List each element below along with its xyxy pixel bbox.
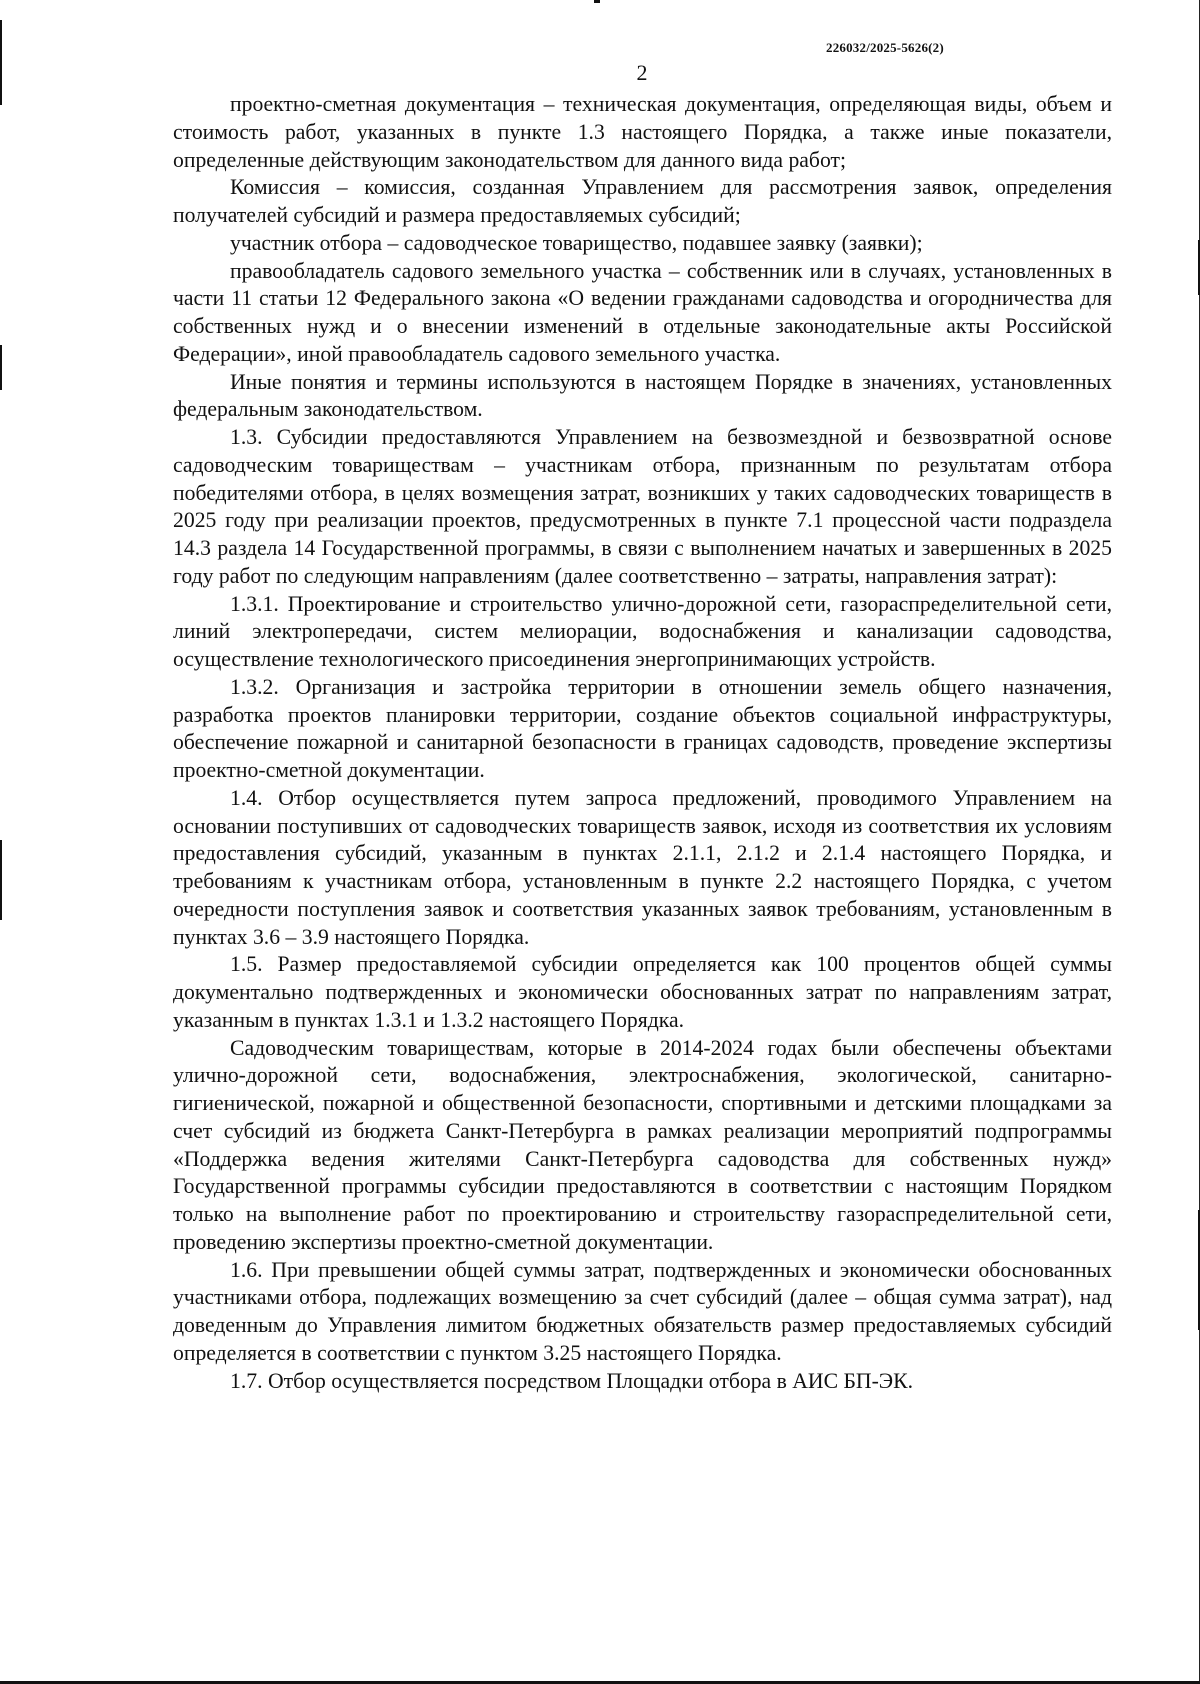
- paragraph-1-3: 1.3. Субсидии предоставляются Управлением на безвозмездной и безвозвратной основе садоводческим товариществам – участникам отбора, признанным по результатам отбора победителями отбора, в целях возмещения затрат, возникших у таких садоводческих товариществ в 2025 году при реализации проектов, предусмотренных в пункте 7.1 процессной части подраздела 14.3 раздела 14 Государственной программы, в связи с выполнением начатых и завершенных в 2025 году работ по следующим направлениям (далее соответственно – затраты, направления затрат):: [173, 425, 1112, 588]
- paragraph-1-4: 1.4. Отбор осуществляется путем запроса предложений, проводимого Управлением на основании поступивших от садоводческих товариществ заявок, исходя из соответствия их условиям предоставления субсидий, указанным в пунктах 2.1.1, 2.1.2 и 2.1.4 настоящего Порядка, и требованиям к участникам отбора, установленным в пункте 2.2 настоящего Порядка, с учетом очередности поступления заявок и соответствия указанных заявок требованиям, установленным в пунктах 3.6 – 3.9 настоящего Порядка.: [173, 785, 1112, 949]
- scan-mark: [0, 20, 2, 105]
- paragraph-1-3-1: 1.3.1. Проектирование и строительство улично-дорожной сети, газораспределительной сети, линий электропередачи, систем мелиорации, водоснабжения и канализации садоводства, осуществление технологического присоединения энергопринимающих устройств.: [173, 591, 1112, 671]
- document-registration-code: 226032/2025-5626(2): [826, 40, 944, 55]
- paragraph-definition-design-documentation: проектно-сметная документация – техническая документация, определяющая виды, объем и стоимость работ, указанных в пункте 1.3 настоящего Порядка, а также иные показатели, определенные действующим законодательством для данного вида работ;: [173, 92, 1112, 172]
- paragraph-definition-commission: Комиссия – комиссия, созданная Управлением для рассмотрения заявок, определения получателей субсидий и размера предоставляемых субсидий;: [173, 175, 1112, 227]
- paragraph-1-6: 1.6. При превышении общей суммы затрат, подтвержденных и экономически обоснованных участниками отбора, подлежащих возмещению за счет субсидий (далее – общая сумма затрат), над доведенным до Управления лимитом бюджетных обязательств размер предоставляемых субсидий определяется в соответствии с пунктом 3.25 настоящего Порядка.: [173, 1257, 1112, 1365]
- paragraph-1-5-gardening: Садоводческим товариществам, которые в 2014-2024 годах были обеспечены объектами улично-дорожной сети, водоснабжения, электроснабжения, экологической, санитарно-гигиенической, пожарной и общественной безопасности, спортивными и детскими площадками за счет субсидий из бюджета Санкт-Петербурга в рамках реализации мероприятий подпрограммы «Поддержка ведения жителями Санкт-Петербурга садоводства для собственных нужд» Государственной программы субсидии предоставляются в соответствии с настоящим Порядком только на выполнение работ по проектированию и строительству газораспределительной сети, проведению экспертизы проектно-сметной документации.: [173, 1035, 1112, 1254]
- paragraph-definition-participant: участник отбора – садоводческое товарищество, подавшее заявку (заявки);: [230, 230, 923, 255]
- scan-mark: [594, 0, 600, 3]
- scan-mark: [0, 345, 2, 390]
- paragraph-1-5: 1.5. Размер предоставляемой субсидии определяется как 100 процентов общей суммы документально подтвержденных и экономически обоснованных затрат по направлениям затрат, указанным в пунктах 1.3.1 и 1.3.2 настоящего Порядка.: [173, 952, 1112, 1032]
- page-number: 2: [636, 60, 648, 85]
- document-body: [173, 91, 1112, 1395]
- paragraph-definition-rightholder: правообладатель садового земельного участка – собственник или в случаях, установленных в части 11 статьи 12 Федерального закона «О ведении гражданами садоводства и огородничества для собственных нужд и о внесении изменений в отдельные законодательные акты Российской Федерации», иной правообладатель садового земельного участка.: [173, 258, 1112, 366]
- paragraph-other-terms: Иные понятия и термины используются в настоящем Порядке в значениях, установленных федеральным законодательством.: [173, 369, 1112, 422]
- paragraph-1-3-2: 1.3.2. Организация и застройка территории в отношении земель общего назначения, разработка проектов планировки территории, создание объектов социальной инфраструктуры, обеспечение пожарной и санитарной безопасности в границах садоводств, проведение экспертизы проектно-сметной документации.: [173, 674, 1112, 782]
- paragraph-1-7: 1.7. Отбор осуществляется посредством Площадки отбора в АИС БП-ЭК.: [230, 1368, 913, 1393]
- scan-mark: [0, 840, 2, 920]
